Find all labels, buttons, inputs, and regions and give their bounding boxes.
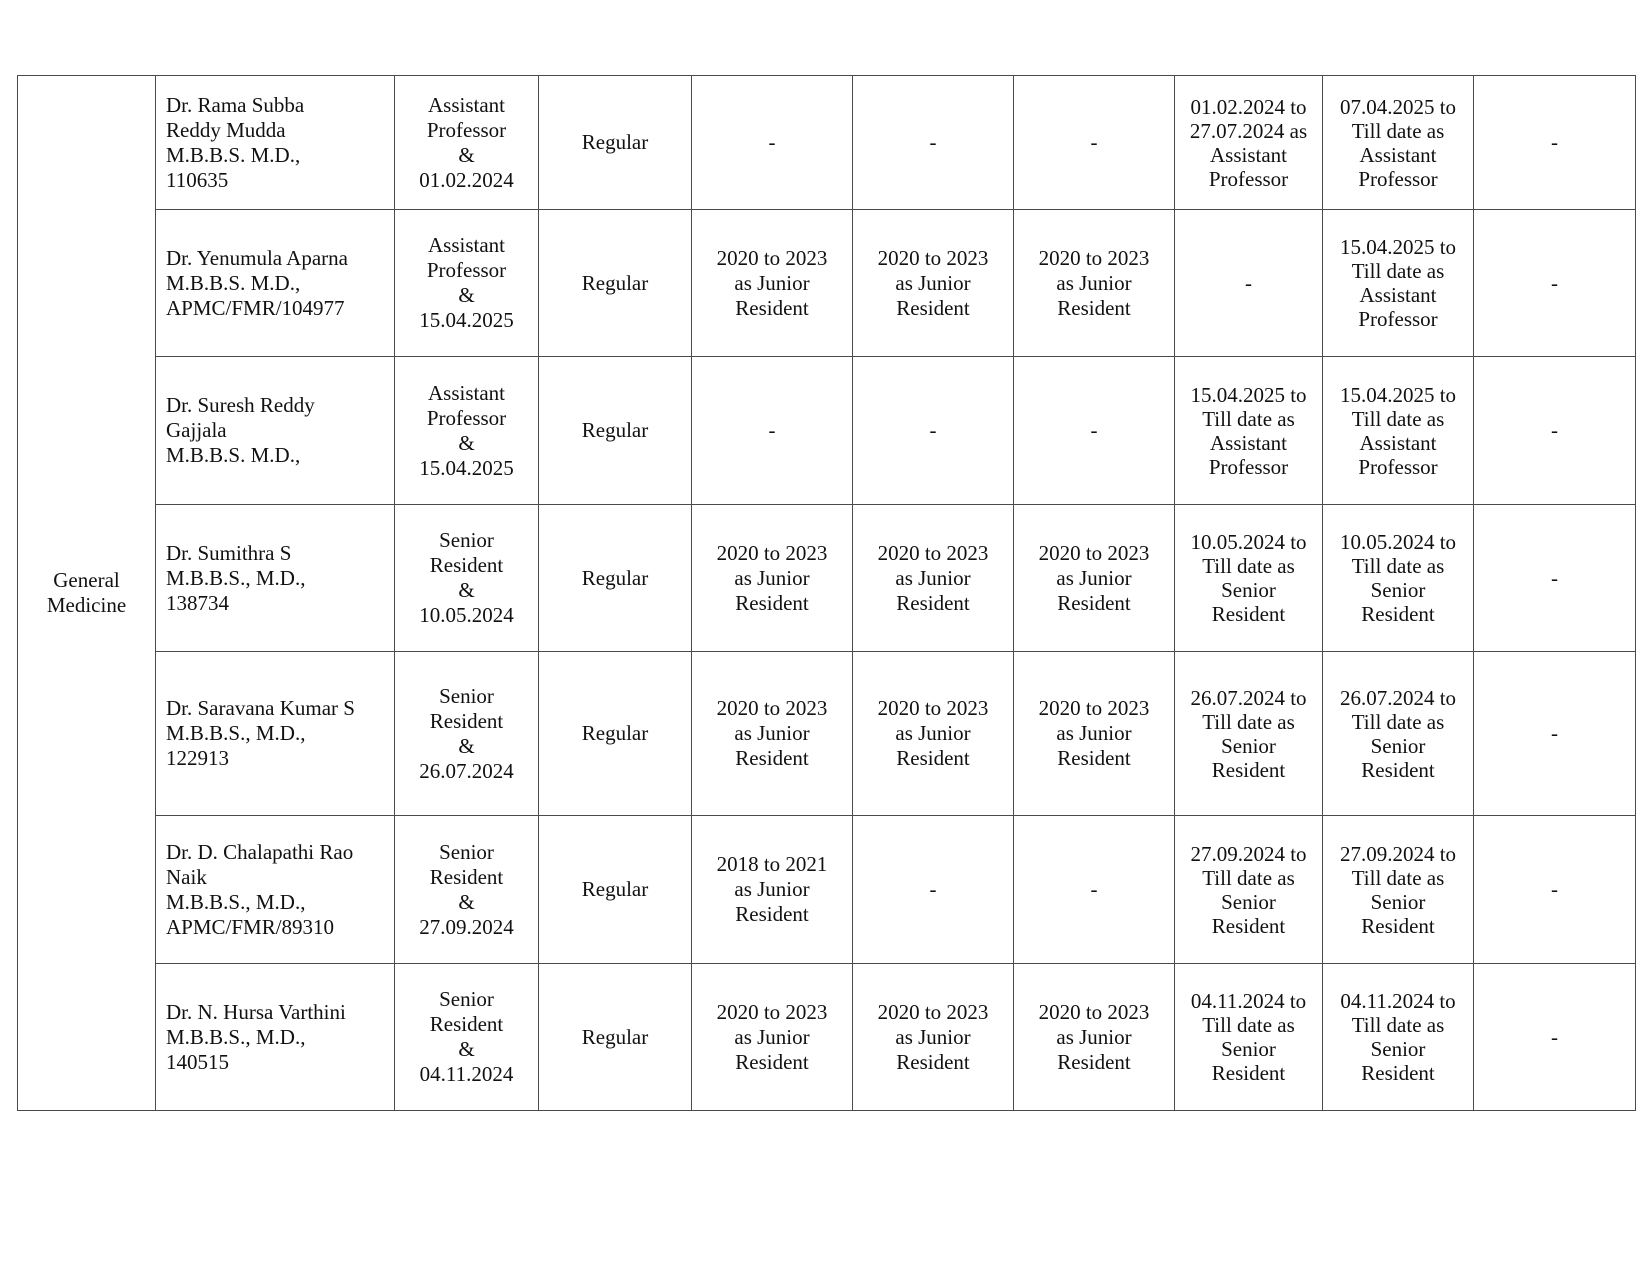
experience-cell-5 — [1323, 76, 1474, 210]
experience-line: Resident — [896, 590, 970, 615]
experience-cell-5 — [1323, 652, 1474, 816]
designation-line: Assistant — [427, 92, 505, 117]
experience-line: Senior — [1370, 1037, 1426, 1061]
experience-line: - — [768, 130, 776, 154]
experience-line: - — [929, 130, 937, 154]
faculty-name-cell — [156, 357, 395, 505]
experience-cell-1 — [692, 505, 853, 652]
experience-line: 2020 to 2023 — [1038, 245, 1150, 270]
experience-line: Resident — [1211, 913, 1286, 938]
experience-line: 2020 to 2023 — [1038, 999, 1150, 1024]
experience-line: as Junior — [734, 270, 810, 295]
designation-line: Resident — [429, 708, 504, 733]
experience-line: Resident — [1057, 590, 1131, 615]
experience-line: 26.07.2024 to — [1190, 685, 1307, 710]
appointment-nature-cell: Regular — [539, 357, 692, 505]
experience-line: 27.09.2024 to — [1190, 841, 1307, 866]
designation-line: Resident — [429, 864, 504, 889]
designation-line: & — [458, 1037, 475, 1061]
designation-line: Professor — [426, 258, 507, 282]
designation-cell — [395, 652, 539, 816]
experience-line: Professor — [1358, 166, 1438, 191]
designation-line: Assistant — [427, 233, 505, 257]
experience-line: Senior — [1221, 733, 1276, 758]
experience-line: - — [1090, 877, 1098, 901]
table-row — [18, 652, 1636, 816]
experience-cell-2 — [853, 652, 1014, 816]
experience-cell-5 — [1323, 357, 1474, 505]
experience-line: Resident — [1211, 602, 1286, 626]
designation-line: Assistant — [427, 380, 505, 405]
faculty-name-line: Naik — [166, 864, 207, 889]
faculty-name-line: Dr. Yenumula Aparna — [166, 245, 348, 270]
experience-line: Resident — [735, 295, 809, 320]
designation-cell — [395, 210, 539, 357]
appointment-nature-cell: Regular — [539, 816, 692, 964]
experience-line: Till date as — [1202, 709, 1295, 734]
experience-cell-5 — [1323, 210, 1474, 357]
experience-line: - — [1090, 130, 1098, 154]
experience-line: Resident — [1211, 757, 1286, 782]
table-row — [18, 964, 1636, 1111]
experience-cell-3 — [1014, 652, 1175, 816]
experience-line: Assistant — [1359, 142, 1437, 167]
experience-line: 07.04.2025 to — [1339, 94, 1457, 119]
experience-line: as Junior — [895, 270, 971, 295]
faculty-name-cell — [156, 816, 395, 964]
joining-date: 15.04.2025 — [419, 308, 514, 332]
experience-line: as Junior — [1056, 270, 1132, 295]
joining-date: 27.09.2024 — [419, 914, 514, 939]
experience-cell-2 — [853, 964, 1014, 1111]
designation-line: Senior — [439, 839, 494, 864]
faculty-qualification: M.B.B.S. M.D., — [166, 142, 301, 167]
designation-line: & — [458, 142, 475, 167]
experience-line: Assistant — [1209, 142, 1287, 167]
remarks-cell: - — [1474, 816, 1636, 964]
experience-line: 2020 to 2023 — [1038, 540, 1150, 565]
experience-line: 2018 to 2021 — [716, 852, 828, 876]
experience-line: Till date as — [1351, 406, 1445, 431]
experience-line: Till date as — [1202, 1013, 1295, 1037]
experience-line: 27.09.2024 to — [1339, 841, 1457, 866]
experience-line: as Junior — [895, 1024, 971, 1049]
joining-date: 04.11.2024 — [419, 1062, 514, 1086]
faculty-table — [17, 75, 1636, 1111]
faculty-name-line: Dr. Saravana Kumar S — [166, 696, 355, 720]
designation-cell — [395, 505, 539, 652]
experience-line: Resident — [1361, 913, 1435, 938]
experience-line: 2020 to 2023 — [716, 696, 828, 720]
designation-line: Senior — [439, 528, 494, 552]
remarks-cell: - — [1474, 652, 1636, 816]
experience-line: Resident — [735, 746, 809, 770]
experience-cell-4 — [1175, 505, 1323, 652]
experience-line: Resident — [1361, 757, 1435, 782]
experience-line: Resident — [896, 1049, 970, 1074]
remarks-cell: - — [1474, 76, 1636, 210]
experience-line: Till date as — [1351, 709, 1445, 734]
experience-line: 2020 to 2023 — [877, 999, 989, 1024]
experience-line: Senior — [1370, 889, 1426, 914]
faculty-qualification: M.B.B.S., M.D., — [166, 721, 306, 745]
experience-cell-2 — [853, 816, 1014, 964]
remarks-cell: - — [1474, 357, 1636, 505]
experience-line: as Junior — [734, 877, 810, 901]
table-row — [18, 505, 1636, 652]
experience-line: 27.07.2024 as — [1189, 118, 1308, 143]
experience-cell-5 — [1323, 505, 1474, 652]
experience-line: 2020 to 2023 — [716, 245, 828, 270]
remarks-cell: - — [1474, 210, 1636, 357]
experience-line: 26.07.2024 to — [1339, 685, 1457, 710]
experience-line: - — [929, 418, 937, 442]
faculty-registration: 110635 — [166, 167, 229, 192]
experience-cell-1 — [692, 210, 853, 357]
appointment-nature-cell: Regular — [539, 652, 692, 816]
experience-line: Till date as — [1351, 865, 1445, 890]
experience-cell-1 — [692, 964, 853, 1111]
experience-line: - — [1245, 270, 1252, 295]
designation-line: Resident — [429, 1012, 504, 1036]
joining-date: 10.05.2024 — [419, 603, 514, 627]
designation-cell — [395, 357, 539, 505]
experience-line: Resident — [735, 1049, 809, 1074]
remarks-cell: - — [1474, 964, 1636, 1111]
designation-line: & — [458, 283, 475, 307]
table-row — [18, 357, 1636, 505]
experience-line: as Junior — [895, 721, 971, 745]
joining-date: 15.04.2025 — [419, 455, 514, 480]
experience-line: Resident — [1361, 602, 1435, 626]
faculty-name-line: Dr. Rama Subba — [166, 92, 305, 117]
designation-line: Resident — [429, 553, 504, 577]
designation-line: & — [458, 578, 475, 602]
experience-cell-3 — [1014, 76, 1175, 210]
designation-line: & — [458, 733, 475, 758]
faculty-name-line: Gajjala — [166, 418, 227, 442]
experience-line: Professor — [1208, 166, 1289, 191]
designation-line: Senior — [439, 987, 494, 1011]
faculty-qualification: M.B.B.S., M.D., — [166, 565, 306, 590]
experience-cell-1 — [692, 76, 853, 210]
faculty-registration: 138734 — [166, 590, 229, 615]
remarks-cell: - — [1474, 505, 1636, 652]
experience-line: Assistant — [1359, 430, 1437, 455]
faculty-name-line: Dr. D. Chalapathi Rao — [166, 839, 354, 864]
experience-line: as Junior — [734, 1024, 810, 1049]
experience-line: Resident — [896, 746, 970, 770]
experience-cell-4 — [1175, 652, 1323, 816]
faculty-qualification: M.B.B.S., M.D., — [166, 1024, 306, 1049]
experience-cell-1 — [692, 357, 853, 505]
experience-line: 15.04.2025 to — [1190, 382, 1307, 407]
experience-line: Till date as — [1351, 554, 1445, 578]
experience-line: 2020 to 2023 — [877, 696, 989, 720]
designation-line: Professor — [426, 405, 507, 430]
experience-line: - — [768, 418, 776, 442]
appointment-nature-cell: Regular — [539, 505, 692, 652]
experience-line: as Junior — [734, 721, 810, 745]
department-name-line1: General — [53, 568, 120, 592]
experience-line: as Junior — [1056, 721, 1132, 745]
experience-line: 15.04.2025 to — [1339, 235, 1457, 259]
department-cell — [18, 76, 156, 1111]
experience-cell-4 — [1175, 816, 1323, 964]
experience-cell-4 — [1175, 964, 1323, 1111]
designation-line: & — [458, 889, 475, 914]
experience-line: 15.04.2025 to — [1339, 382, 1457, 407]
experience-line: as Junior — [734, 565, 810, 590]
experience-cell-4 — [1175, 76, 1323, 210]
faculty-name-line: Dr. Suresh Reddy — [166, 393, 315, 417]
experience-line: 04.11.2024 to — [1190, 989, 1307, 1013]
experience-line: 2020 to 2023 — [1038, 696, 1150, 720]
experience-line: 2020 to 2023 — [877, 540, 989, 565]
experience-line: Professor — [1208, 454, 1289, 479]
experience-line: Resident — [1057, 1049, 1131, 1074]
designation-cell — [395, 816, 539, 964]
experience-line: Assistant — [1209, 430, 1287, 455]
faculty-registration: APMC/FMR/89310 — [166, 914, 335, 939]
joining-date: 26.07.2024 — [419, 758, 514, 783]
appointment-nature-cell: Regular — [539, 76, 692, 210]
faculty-qualification: M.B.B.S., M.D., — [166, 889, 306, 914]
experience-cell-2 — [853, 505, 1014, 652]
experience-line: Senior — [1221, 889, 1276, 914]
faculty-name-cell — [156, 210, 395, 357]
faculty-registration: 122913 — [166, 746, 229, 770]
experience-line: Till date as — [1351, 259, 1445, 283]
experience-line: Resident — [1057, 746, 1131, 770]
faculty-qualification: M.B.B.S. M.D., — [166, 443, 301, 467]
experience-cell-2 — [853, 210, 1014, 357]
experience-line: Till date as — [1202, 554, 1295, 578]
experience-line: Till date as — [1351, 1013, 1445, 1037]
experience-line: Till date as — [1202, 406, 1295, 431]
table-row — [18, 76, 1636, 210]
experience-line: - — [929, 877, 937, 901]
appointment-nature-cell: Regular — [539, 964, 692, 1111]
experience-line: Till date as — [1202, 865, 1295, 890]
experience-line: Senior — [1370, 733, 1426, 758]
experience-line: Till date as — [1351, 118, 1445, 143]
experience-line: Resident — [735, 590, 809, 615]
table-row — [18, 816, 1636, 964]
experience-cell-3 — [1014, 505, 1175, 652]
faculty-registration: 140515 — [166, 1049, 229, 1074]
experience-cell-3 — [1014, 210, 1175, 357]
experience-line: 2020 to 2023 — [716, 999, 828, 1024]
experience-line: Professor — [1358, 454, 1438, 479]
designation-line: & — [458, 430, 475, 455]
experience-line: Resident — [1211, 1061, 1286, 1085]
designation-line: Senior — [439, 683, 494, 708]
designation-cell — [395, 964, 539, 1111]
experience-line: Professor — [1358, 307, 1438, 331]
experience-cell-5 — [1323, 964, 1474, 1111]
experience-line: Senior — [1221, 1037, 1276, 1061]
experience-line: Assistant — [1359, 283, 1437, 307]
department-name-line2: Medicine — [46, 593, 127, 617]
joining-date: 01.02.2024 — [419, 167, 514, 192]
appointment-nature-cell: Regular — [539, 210, 692, 357]
experience-cell-2 — [853, 76, 1014, 210]
experience-line: 10.05.2024 to — [1190, 530, 1307, 554]
experience-cell-3 — [1014, 816, 1175, 964]
experience-cell-1 — [692, 652, 853, 816]
experience-line: Resident — [1361, 1061, 1435, 1085]
experience-cell-5 — [1323, 816, 1474, 964]
faculty-name-cell — [156, 964, 395, 1111]
experience-line: - — [1090, 418, 1098, 442]
experience-line: Resident — [735, 902, 809, 926]
experience-line: 10.05.2024 to — [1339, 530, 1457, 554]
faculty-name-cell — [156, 652, 395, 816]
faculty-name-line: Reddy Mudda — [166, 117, 286, 142]
experience-line: 04.11.2024 to — [1340, 989, 1456, 1013]
experience-line: as Junior — [1056, 565, 1132, 590]
experience-cell-3 — [1014, 357, 1175, 505]
experience-line: Senior — [1370, 578, 1426, 602]
experience-line: 2020 to 2023 — [877, 245, 989, 270]
experience-line: 2020 to 2023 — [716, 540, 828, 565]
designation-line: Professor — [426, 117, 507, 142]
experience-line: as Junior — [895, 565, 971, 590]
experience-line: Senior — [1221, 578, 1276, 602]
experience-line: as Junior — [1056, 1024, 1132, 1049]
experience-line: 01.02.2024 to — [1190, 94, 1307, 119]
faculty-name-cell — [156, 76, 395, 210]
experience-cell-3 — [1014, 964, 1175, 1111]
faculty-registration: APMC/FMR/104977 — [166, 295, 345, 320]
faculty-name-line: Dr. N. Hursa Varthini — [166, 999, 346, 1024]
faculty-name-cell — [156, 505, 395, 652]
experience-cell-4 — [1175, 357, 1323, 505]
designation-cell — [395, 76, 539, 210]
experience-cell-4 — [1175, 210, 1323, 357]
experience-cell-2 — [853, 357, 1014, 505]
experience-cell-1 — [692, 816, 853, 964]
experience-line: Resident — [1057, 295, 1131, 320]
faculty-qualification: M.B.B.S. M.D., — [166, 270, 301, 295]
faculty-name-line: Dr. Sumithra S — [166, 540, 292, 565]
experience-line: Resident — [896, 295, 970, 320]
table-row — [18, 210, 1636, 357]
